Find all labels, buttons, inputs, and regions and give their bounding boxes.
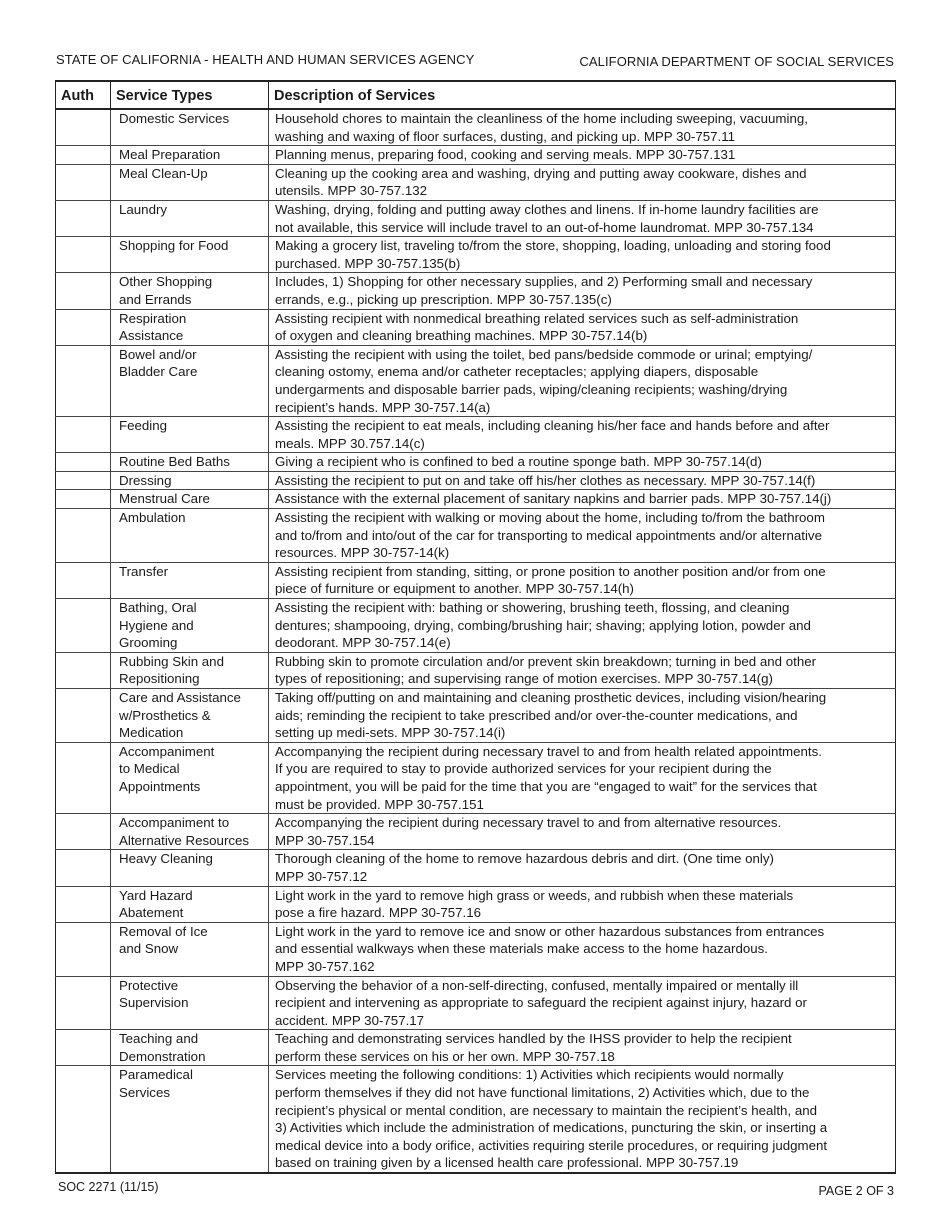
auth-checkbox-cell[interactable] (56, 200, 111, 236)
service-description-cell: Household chores to maintain the cleanliness of the home including sweeping, vacuuming, washing and waxing of floor surfaces, dusting, and picking up. MPP 30-757.11 (269, 109, 896, 146)
service-description-cell: Assisting recipient from standing, sitting, or prone position to another position and/or from one piece of furniture or equipment to another. MPP 30-757.14(h) (269, 562, 896, 598)
service-description-cell: Making a grocery list, traveling to/from the store, shopping, loading, unloading and storing food purchased. MPP 30-757.135(b) (269, 237, 896, 273)
table-row (56, 850, 896, 886)
service-type-cell: Laundry (111, 200, 269, 236)
service-description-cell: Observing the behavior of a non-self-directing, confused, mentally impaired or mentally ill recipient and intervening as appropriate to safeguard the recipient against injury, hazard or accident. MPP 30-757.17 (269, 976, 896, 1030)
service-description-cell: Assistance with the external placement of sanitary napkins and barrier pads. MPP 30-757.14(j) (269, 490, 896, 509)
agency-name: STATE OF CALIFORNIA - HEALTH AND HUMAN SERVICES AGENCY (56, 52, 475, 67)
service-type-cell: Removal of Ice and Snow (111, 922, 269, 976)
service-description-cell: Light work in the yard to remove high grass or weeds, and rubbish when these materials pose a fire hazard. MPP 30-757.16 (269, 886, 896, 922)
page-header (56, 52, 894, 72)
service-type-cell: Shopping for Food (111, 237, 269, 273)
table-row (56, 164, 896, 200)
service-description-cell: Assisting the recipient with: bathing or showering, brushing teeth, flossing, and cleaning dentures; shampooing, drying, combing/brushing hair; shaving; applying lotion, powder and deodorant. MPP 30-757.14(e) (269, 599, 896, 653)
service-description-cell: Services meeting the following conditions: 1) Activities which recipients would normally perform themselves if they did not have functional limitations, 2) Activities which, due to the recipient’s physical or mental condition, are necessary to maintain the recipient’s health, and 3) Activities which include the administration of medications, puncturing the skin, or inserting a medical device into a body orifice, activities requiring sterile procedures, or requiring judgment based on training given by a licensed health care professional. MPP 30-757.19 (269, 1066, 896, 1173)
service-type-cell: Dressing (111, 471, 269, 490)
service-description-cell: Accompanying the recipient during necessary travel to and from health related appointments. If you are required to stay to provide authorized services for your recipient during the appointment, you will be paid for the time that you are “engaged to wait” for the services that must be provided. MPP 30-757.151 (269, 742, 896, 813)
service-type-cell: Accompaniment to Medical Appointments (111, 742, 269, 813)
table-row (56, 237, 896, 273)
service-type-cell: Respiration Assistance (111, 309, 269, 345)
service-type-cell: Domestic Services (111, 109, 269, 146)
column-header-service-types: Service Types (111, 81, 269, 109)
service-description-cell: Teaching and demonstrating services handled by the IHSS provider to help the recipient perform these services on his or her own. MPP 30-757.18 (269, 1030, 896, 1066)
service-description-cell: Giving a recipient who is confined to bed a routine sponge bath. MPP 30-757.14(d) (269, 453, 896, 472)
table-row (56, 471, 896, 490)
service-description-cell: Rubbing skin to promote circulation and/or prevent skin breakdown; turning in bed and other types of repositioning; and supervising range of motion exercises. MPP 30-757.14(g) (269, 652, 896, 688)
table-row (56, 309, 896, 345)
table-row (56, 1030, 896, 1066)
service-type-cell: Protective Supervision (111, 976, 269, 1030)
table-row (56, 742, 896, 813)
auth-checkbox-cell[interactable] (56, 1066, 111, 1173)
auth-checkbox-cell[interactable] (56, 742, 111, 813)
column-header-description: Description of Services (269, 81, 896, 109)
table-row (56, 562, 896, 598)
auth-checkbox-cell[interactable] (56, 814, 111, 850)
auth-checkbox-cell[interactable] (56, 453, 111, 472)
service-type-cell: Rubbing Skin and Repositioning (111, 652, 269, 688)
table-row (56, 200, 896, 236)
auth-checkbox-cell[interactable] (56, 417, 111, 453)
service-type-cell: Ambulation (111, 509, 269, 563)
auth-checkbox-cell[interactable] (56, 886, 111, 922)
table-header-row (56, 81, 896, 109)
page-number: PAGE 2 OF 3 (818, 1184, 894, 1198)
column-header-auth: Auth (56, 81, 111, 109)
auth-checkbox-cell[interactable] (56, 652, 111, 688)
service-description-cell: Includes, 1) Shopping for other necessary supplies, and 2) Performing small and necessary errands, e.g., picking up prescription. MPP 30-757.135(c) (269, 273, 896, 309)
auth-checkbox-cell[interactable] (56, 922, 111, 976)
table-row (56, 345, 896, 416)
service-description-cell: Assisting the recipient with walking or moving about the home, including to/from the bathroom and to/from and into/out of the car for transporting to medical appointments and/or alternative resources. MPP 30-757-14(k) (269, 509, 896, 563)
auth-checkbox-cell[interactable] (56, 562, 111, 598)
service-type-cell: Accompaniment to Alternative Resources (111, 814, 269, 850)
service-description-cell: Taking off/putting on and maintaining and cleaning prosthetic devices, including vision/hearing aids; reminding the recipient to take prescribed and/or over-the-counter medications, and setting up medi-sets. MPP 30-757.14(i) (269, 689, 896, 743)
table-row (56, 417, 896, 453)
service-type-cell: Bowel and/or Bladder Care (111, 345, 269, 416)
service-type-cell: Feeding (111, 417, 269, 453)
auth-checkbox-cell[interactable] (56, 273, 111, 309)
services-table (55, 80, 896, 1174)
service-type-cell: Transfer (111, 562, 269, 598)
service-description-cell: Assisting the recipient to put on and take off his/her clothes as necessary. MPP 30-757.14(f) (269, 471, 896, 490)
auth-checkbox-cell[interactable] (56, 689, 111, 743)
service-description-cell: Light work in the yard to remove ice and snow or other hazardous substances from entrances and essential walkways when these materials make access to the home hazardous. MPP 30-757.162 (269, 922, 896, 976)
table-row (56, 453, 896, 472)
table-row (56, 146, 896, 165)
auth-checkbox-cell[interactable] (56, 850, 111, 886)
service-type-cell: Meal Preparation (111, 146, 269, 165)
table-row (56, 109, 896, 146)
table-row (56, 652, 896, 688)
service-type-cell: Care and Assistance w/Prosthetics & Medication (111, 689, 269, 743)
form-number: SOC 2271 (11/15) (58, 1180, 159, 1194)
service-type-cell: Yard Hazard Abatement (111, 886, 269, 922)
service-description-cell: Assisting the recipient to eat meals, including cleaning his/her face and hands before and after meals. MPP 30.757.14(c) (269, 417, 896, 453)
auth-checkbox-cell[interactable] (56, 490, 111, 509)
service-type-cell: Meal Clean-Up (111, 164, 269, 200)
table-row (56, 1066, 896, 1173)
service-description-cell: Planning menus, preparing food, cooking and serving meals. MPP 30-757.131 (269, 146, 896, 165)
auth-checkbox-cell[interactable] (56, 1030, 111, 1066)
service-description-cell: Thorough cleaning of the home to remove hazardous debris and dirt. (One time only) MPP 30-757.12 (269, 850, 896, 886)
service-description-cell: Assisting the recipient with using the toilet, bed pans/bedside commode or urinal; emptying/ cleaning ostomy, enema and/or catheter receptacles; applying diapers, disposable undergarments and disposable barrier pads, wiping/cleaning recipients; washing/drying recipient’s hands. MPP 30-757.14(a) (269, 345, 896, 416)
table-row (56, 273, 896, 309)
service-description-cell: Cleaning up the cooking area and washing, drying and putting away cookware, dishes and utensils. MPP 30-757.132 (269, 164, 896, 200)
service-type-cell: Paramedical Services (111, 1066, 269, 1173)
auth-checkbox-cell[interactable] (56, 599, 111, 653)
service-description-cell: Assisting recipient with nonmedical breathing related services such as self-administration of oxygen and cleaning breathing machines. MPP 30-757.14(b) (269, 309, 896, 345)
auth-checkbox-cell[interactable] (56, 509, 111, 563)
table-row (56, 886, 896, 922)
service-description-cell: Washing, drying, folding and putting away clothes and linens. If in-home laundry facilities are not available, this service will include travel to an out-of-home laundromat. MPP 30-757.134 (269, 200, 896, 236)
auth-checkbox-cell[interactable] (56, 345, 111, 416)
service-type-cell: Menstrual Care (111, 490, 269, 509)
auth-checkbox-cell[interactable] (56, 164, 111, 200)
table-row (56, 922, 896, 976)
auth-checkbox-cell[interactable] (56, 309, 111, 345)
table-row (56, 814, 896, 850)
service-type-cell: Teaching and Demonstration (111, 1030, 269, 1066)
service-type-cell: Other Shopping and Errands (111, 273, 269, 309)
table-row (56, 490, 896, 509)
table-body (56, 109, 896, 1173)
service-type-cell: Bathing, Oral Hygiene and Grooming (111, 599, 269, 653)
service-type-cell: Routine Bed Baths (111, 453, 269, 472)
auth-checkbox-cell[interactable] (56, 146, 111, 165)
department-name: CALIFORNIA DEPARTMENT OF SOCIAL SERVICES (579, 54, 894, 69)
auth-checkbox-cell[interactable] (56, 109, 111, 146)
table-row (56, 509, 896, 563)
auth-checkbox-cell[interactable] (56, 976, 111, 1030)
service-description-cell: Accompanying the recipient during necessary travel to and from alternative resources. MPP 30-757.154 (269, 814, 896, 850)
table-row (56, 599, 896, 653)
table-row (56, 976, 896, 1030)
auth-checkbox-cell[interactable] (56, 471, 111, 490)
table-row (56, 689, 896, 743)
service-type-cell: Heavy Cleaning (111, 850, 269, 886)
auth-checkbox-cell[interactable] (56, 237, 111, 273)
page-footer (58, 1180, 894, 1198)
